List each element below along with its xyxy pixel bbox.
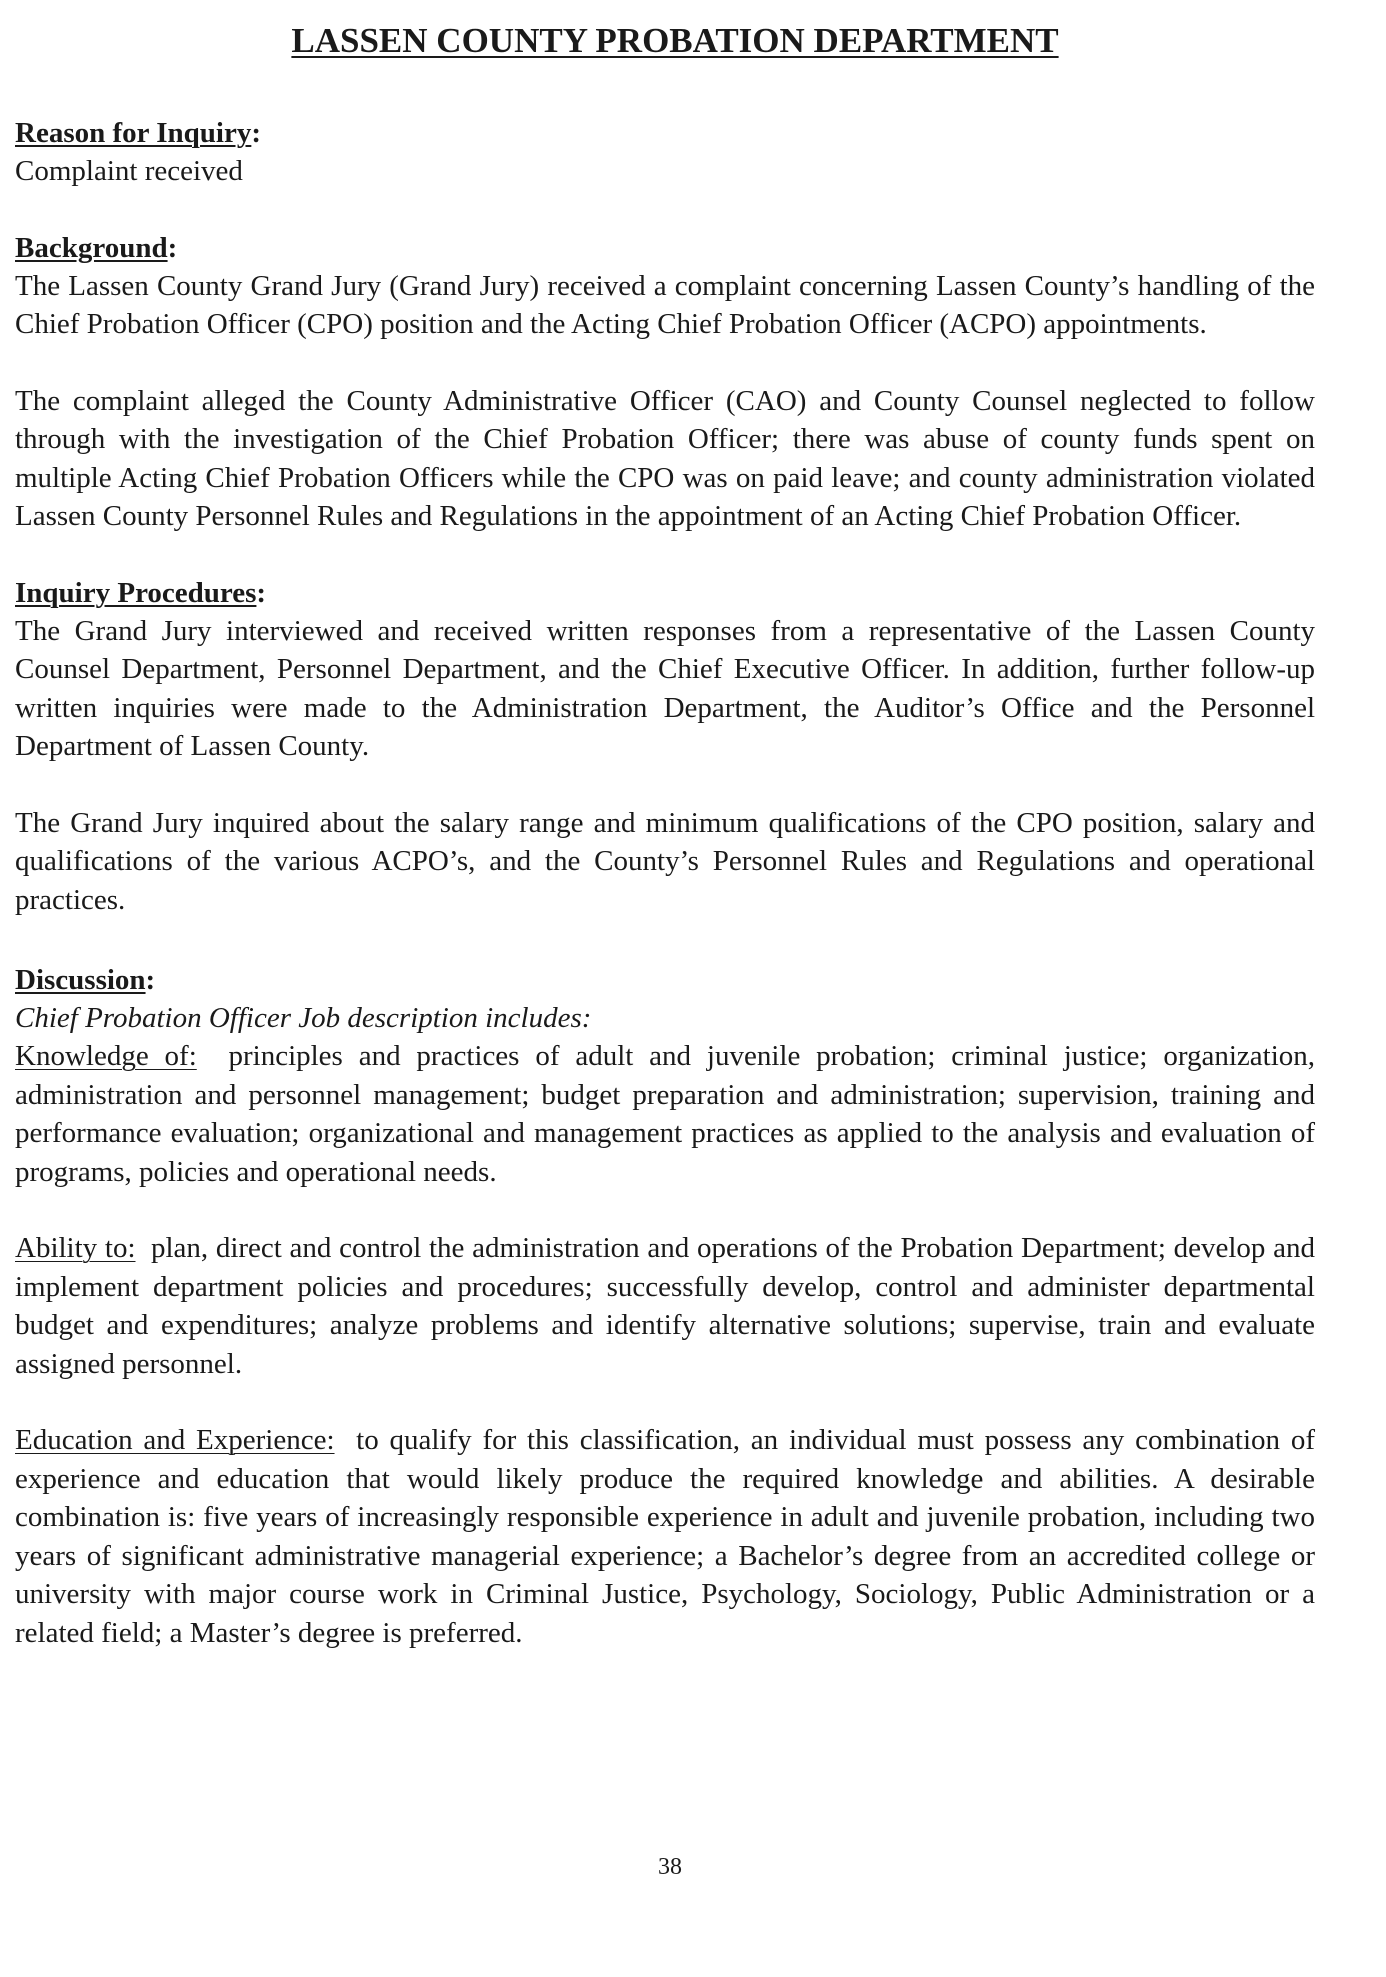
- page-title: LASSEN COUNTY PROBATION DEPARTMENT: [291, 21, 1059, 60]
- discussion-section: [15, 961, 1315, 1652]
- education-term: Education and Experience:: [15, 1424, 335, 1456]
- discussion-heading-text: Discussion: [15, 964, 146, 996]
- reason-heading: Reason for Inquiry:: [15, 117, 262, 149]
- ability-term: Ability to:: [15, 1232, 136, 1264]
- knowledge-paragraph: [15, 1037, 1315, 1191]
- page-number: 38: [658, 1854, 682, 1880]
- education-paragraph: [15, 1421, 1315, 1652]
- background-paragraph-2: The complaint alleged the County Administrative Officer (CAO) and County Counsel neglected to follow through with the investigation of the Chief Probation Officer; there was abuse of county funds spent on multiple Acting Chief Probation Officers while the CPO was on paid leave; and county administration violated Lassen County Personnel Rules and Regulations in the appointment of an Acting Chief Probation Officer.: [15, 384, 1315, 532]
- procedures-paragraph-1: The Grand Jury interviewed and received written responses from a representative of the Lassen County Counsel Department, Personnel Department, and the Chief Executive Officer. In addition, further follow-up written inquiries were made to the Administration Department, the Auditor’s Office and the Personnel Department of Lassen County.: [15, 614, 1315, 762]
- procedures-section: [15, 574, 1315, 920]
- reason-section: [15, 114, 1315, 191]
- background-heading-text: Background: [15, 231, 168, 264]
- background-heading: Background:: [15, 231, 178, 264]
- ability-text: plan, direct and control the administration and operations of the Probation Department; develop and implement department policies and procedures; successfully develop, control and administer departmental budget and expenditures; analyze problems and identify alternative solutions; supervise, train and evaluate assigned personnel.: [15, 1232, 1316, 1380]
- knowledge-term: Knowledge of:: [15, 1040, 197, 1072]
- discussion-subtitle: Chief Probation Officer Job description includes:: [15, 1002, 592, 1034]
- reason-body: Complaint received: [15, 155, 243, 187]
- procedures-heading-text: Inquiry Procedures: [15, 576, 257, 609]
- discussion-heading: Discussion:: [15, 964, 156, 996]
- education-text: to qualify for this classification, an individual must possess any combination of experience and education that would likely produce the required knowledge and abilities. A desirable combination is: five years of increasingly responsible experience in adult and juvenile probation, including two years of significant administrative managerial experience; a Bachelor’s degree from an accredited college or university with major course work in Criminal Justice, Psychology, Sociology, Public Administration or a related field; a Master’s degree is preferred.: [15, 1424, 1316, 1649]
- ability-paragraph: [15, 1229, 1315, 1383]
- reason-heading-text: Reason for Inquiry: [15, 117, 252, 149]
- background-paragraph-1: The Lassen County Grand Jury (Grand Jury) received a complaint concerning Lassen County’s handling of the Chief Probation Officer (CPO) position and the Acting Chief Probation Officer (ACPO) appointments.: [15, 269, 1315, 340]
- procedures-paragraph-2: The Grand Jury inquired about the salary range and minimum qualifications of the CPO position, salary and qualifications of the various ACPO’s, and the County’s Personnel Rules and Regulations and operational practices.: [15, 806, 1315, 916]
- knowledge-text: principles and practices of adult and juvenile probation; criminal justice; organization, administration and personnel management; budget preparation and administration; supervision, training and performance evaluation; organizational and management practices as applied to the analysis and evaluation of programs, policies and operational needs.: [15, 1040, 1315, 1188]
- document-page: [15, 18, 1315, 1652]
- background-section: [15, 229, 1315, 536]
- procedures-heading: Inquiry Procedures:: [15, 576, 267, 609]
